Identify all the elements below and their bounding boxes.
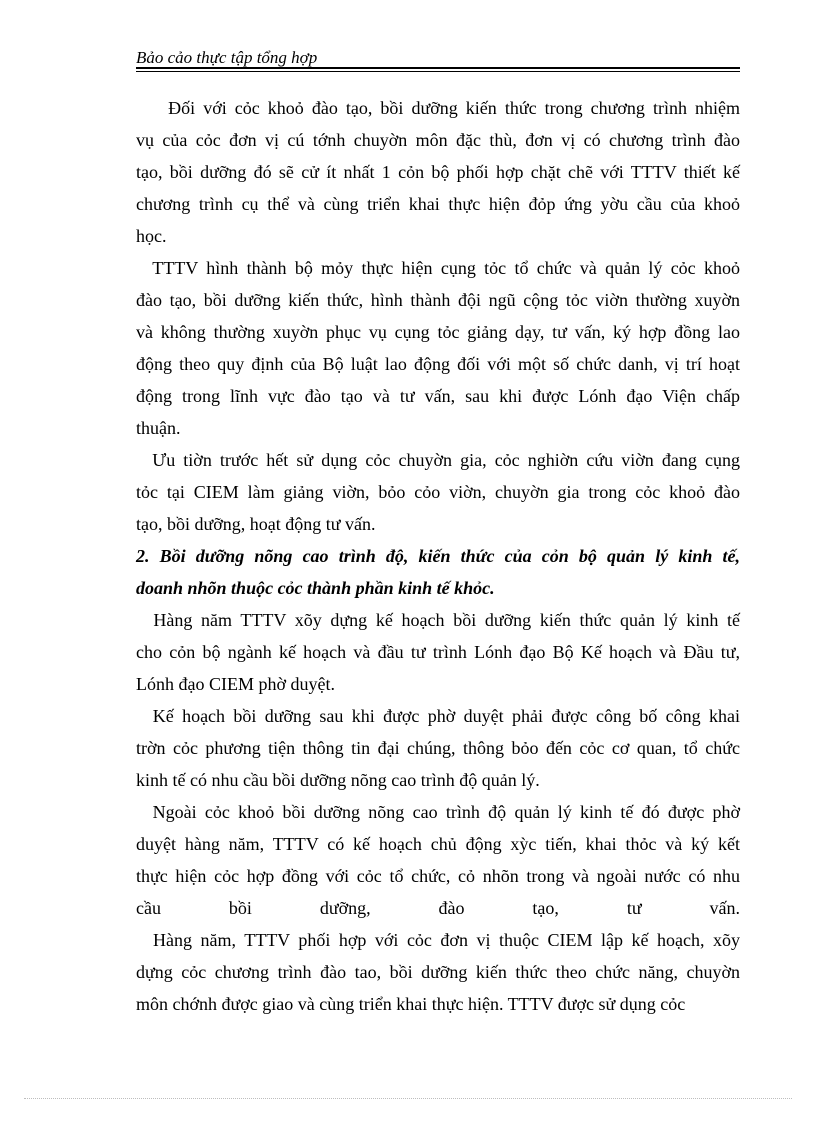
paragraph <box>136 796 740 924</box>
text-line: Đối với cỏc khoỏ đào tạo, bồi dưỡng kiến thức trong chương trình nhiệm <box>136 98 740 118</box>
section-heading <box>136 540 740 604</box>
header-title: Bảo cảo thực tập tổng hợp <box>136 48 318 67</box>
text-line: chương trình cụ thể và cùng triển khai thực hiện đỏp ứng yờu cầu của khoỏ <box>136 194 740 214</box>
text-line: đào tạo, bồi dưỡng kiến thức, hình thành đội ngũ cộng tỏc viờn thường xuyờn <box>136 290 740 310</box>
text-line: động theo quy định của Bộ luật lao động đối với một số chức danh, vị trí hoạt <box>136 354 740 374</box>
text-line: Lónh đạo CIEM phờ duyệt. <box>136 674 335 694</box>
text-line: kinh tế có nhu cầu bồi dưỡng nõng cao trình độ quản lý. <box>136 770 540 790</box>
text-line: thực hiện cỏc hợp đồng với cỏc tổ chức, cỏ nhõn trong và ngoài nước có nhu <box>136 866 740 886</box>
text-line: Hàng năm, TTTV phối hợp với cỏc đơn vị thuộc CIEM lập kế hoạch, xõy <box>136 930 740 950</box>
paragraph <box>136 444 740 540</box>
text-line: động trong lĩnh vực đào tạo và tư vấn, sau khi được Lónh đạo Viện chấp <box>136 386 740 406</box>
header-rule-thick <box>136 67 740 69</box>
text-line: tạo, bồi dưỡng, hoạt động tư vấn. <box>136 514 376 534</box>
text-line: Ưu tiờn trước hết sử dụng cỏc chuyờn gia, cỏc nghiờn cứu viờn đang cụng <box>136 450 740 470</box>
text-line: và không thường xuyờn phục vụ cụng tỏc giảng dạy, tư vấn, ký hợp đồng lao <box>136 322 740 342</box>
text-line: vụ của cỏc đơn vị cú tớnh chuyờn môn đặc thù, đơn vị có chương trình đào <box>136 130 740 150</box>
document-body <box>136 92 740 1020</box>
page-bottom-border <box>24 1098 792 1099</box>
paragraph <box>136 700 740 796</box>
header-rule-thin <box>136 71 740 72</box>
text-line: Kế hoạch bồi dưỡng sau khi được phờ duyệt phải được công bố công khai <box>136 706 740 726</box>
paragraph <box>136 604 740 700</box>
text-line: cho cỏn bộ ngành kế hoạch và đầu tư trình Lónh đạo Bộ Kế hoạch và Đầu tư, <box>136 642 740 662</box>
text-line: môn chớnh được giao và cùng triển khai thực hiện. TTTV được sử dụng cỏc <box>136 994 686 1014</box>
paragraph <box>136 924 740 1020</box>
text-line: học. <box>136 226 167 246</box>
text-line: tỏc tại CIEM làm giảng viờn, bỏo cỏo viờn, chuyờn gia trong cỏc khoỏ đào <box>136 482 740 502</box>
text-line: duyệt hàng năm, TTTV có kế hoạch chủ động xỳc tiến, khai thỏc và ký kết <box>136 834 740 854</box>
text-line: Hàng năm TTTV xõy dựng kế hoạch bồi dưỡng kiến thức quản lý kinh tế <box>136 610 740 630</box>
page-header <box>136 48 740 68</box>
text-line: 2. Bồi dưỡng nõng cao trình độ, kiến thức của cỏn bộ quản lý kinh tế, <box>136 546 740 566</box>
text-line: thuận. <box>136 418 181 438</box>
text-line: trờn cỏc phương tiện thông tin đại chúng, thông bỏo đến cỏc cơ quan, tổ chức <box>136 738 740 758</box>
paragraph <box>136 92 740 252</box>
text-line: cầu bồi dưỡng, đào tạo, tư vấn. <box>136 898 740 918</box>
text-line: tạo, bồi dưỡng đó sẽ cử ít nhất 1 cỏn bộ phối hợp chặt chẽ với TTTV thiết kế <box>136 162 740 182</box>
text-line: TTTV hình thành bộ mỏy thực hiện cụng tỏc tổ chức và quản lý cỏc khoỏ <box>136 258 740 278</box>
text-line: doanh nhõn thuộc cỏc thành phần kinh tế khỏc. <box>136 578 495 598</box>
paragraph <box>136 252 740 444</box>
text-line: dựng cỏc chương trình đào tao, bồi dưỡng kiến thức theo chức năng, chuyờn <box>136 962 740 982</box>
text-line: Ngoài cỏc khoỏ bồi dưỡng nõng cao trình độ quản lý kinh tế đó được phờ <box>136 802 740 822</box>
